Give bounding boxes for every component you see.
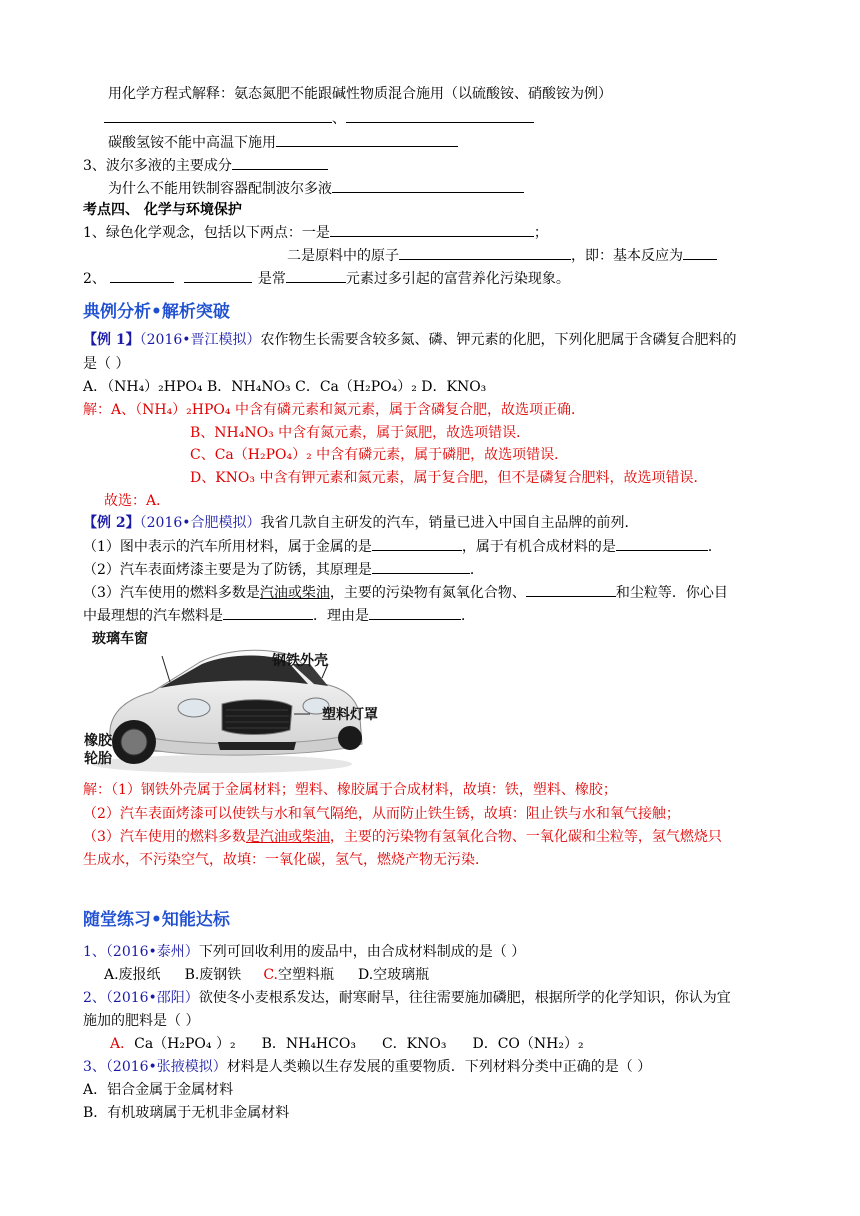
question-text: ，属于有机合成材料的是 (461, 539, 616, 555)
question-text: ．理由是 (313, 608, 369, 624)
answer-blank[interactable] (332, 178, 524, 193)
example-2-sub1 (83, 536, 722, 557)
option-c-letter: C. (263, 967, 278, 983)
question-source: （2016•邵阳） (105, 990, 199, 1006)
option-a: A.废报纸 (104, 967, 161, 983)
text-line (287, 245, 717, 266)
question-text: （3）汽车使用的燃料多数是 (83, 585, 260, 601)
practice-1-options (104, 965, 429, 985)
underlined-text: 汽油或柴油 (259, 585, 330, 601)
option-d: D.空玻璃瓶 (357, 967, 430, 983)
label-glass-window: 玻璃车窗 (92, 631, 148, 647)
question-text: 欲使冬小麦根系发达，耐寒耐旱，往往需要施加磷肥，根据所学的化学知识，你认为宜 (198, 990, 731, 1006)
answer-blank[interactable] (330, 222, 534, 237)
example-source: （2016•晋江模拟） (139, 332, 261, 348)
question-text: ，即：基本反应为 (571, 248, 683, 264)
example-2-sub4 (83, 605, 475, 626)
question-text: ，主要的污染物有氮氧化合物、 (329, 585, 526, 601)
practice-3-option-a: A．铝合金属于金属材料 (83, 1082, 234, 1098)
example-2-question (83, 513, 639, 533)
answer-blank[interactable] (104, 108, 332, 123)
practice-3-question (83, 1057, 651, 1077)
underlined-text: 是汽油或柴油 (245, 829, 330, 845)
answer-blank[interactable] (232, 155, 328, 170)
answer-blank[interactable] (286, 268, 346, 283)
answer-blank[interactable] (526, 582, 616, 597)
practice-2-question-cont: 施加的肥料是（ ） (83, 1013, 200, 1029)
option-c: 空塑料瓶 (277, 967, 334, 983)
example-2-answer-1: 解：（1）钢铁外壳属于金属材料；塑料、橡胶属于合成材料，故填：铁，塑料、橡胶； (83, 782, 617, 798)
question-text: 是常 (257, 271, 286, 287)
answer-blank[interactable] (276, 132, 458, 147)
label-plastic-lamp: 塑料灯罩 (322, 707, 378, 723)
answer-text: （3）汽车使用的燃料多数 (83, 829, 246, 845)
example-1-answer-a: 解：A、（NH₄）₂HPO₄ 中含有磷元素和氮元素，属于含磷复合肥，故选项正确． (83, 402, 585, 418)
option-a: Ca（H₂PO₄ ）₂ (134, 1036, 236, 1052)
answer-blank[interactable] (110, 268, 174, 283)
example-1-answer-d: D、KNO₃ 中含有钾元素和氮元素，属于复合肥，但不是磷复合肥料，故选项错误． (190, 470, 708, 486)
answer-blank[interactable] (683, 245, 717, 260)
example-2-answer-3 (83, 827, 722, 847)
question-text: 和尘粒等．你心目 (615, 585, 728, 601)
question-text: （2）汽车表面烤漆主要是为了防锈，其原理是 (83, 562, 372, 578)
option-b: B.废钢铁 (184, 967, 242, 983)
example-2-answer-2: （2）汽车表面烤漆可以使铁与水和氧气隔绝，从而防止铁生锈，故填：阻止铁与水和氧气接触； (83, 806, 680, 822)
question-number: 3、 (83, 1059, 106, 1075)
label-steel-shell: 钢铁外壳 (272, 653, 328, 669)
example-1-question-cont: 是（ ） (83, 356, 130, 372)
question-text: 材料是人类赖以生存发展的重要物质．下列材料分类中正确的是（ ） (226, 1059, 652, 1075)
text-line (108, 178, 524, 199)
label-rubber: 橡胶 (84, 733, 112, 749)
text-line (83, 222, 548, 243)
option-b: B．NH₄HCO₃ (261, 1036, 356, 1052)
punctuation: ； (533, 225, 548, 241)
separator: 、 (332, 111, 346, 127)
answer-blank[interactable] (223, 605, 313, 620)
question-number: 2、 (83, 990, 106, 1006)
practice-2-options (110, 1034, 584, 1054)
section-title-examples: 典例分析•解析突破 (83, 302, 230, 322)
example-2-answer-4: 生成水，不污染空气，故填：一氧化碳，氢气，燃烧产物无污染． (83, 852, 489, 868)
question-text: 农作物生长需要含较多氮、磷、钾元素的化肥，下列化肥属于含磷复合肥料的 (260, 332, 737, 348)
example-tag: 【例 2】 (83, 515, 140, 531)
question-text: 1、绿色化学观念，包括以下两点：一是 (83, 225, 330, 241)
label-tire: 轮胎 (84, 751, 112, 767)
answer-text: ，主要的污染物有氢氧化合物、一氧化碳和尘粒等，氢气燃烧只 (329, 829, 722, 845)
option-c: C．KNO₃ (381, 1036, 447, 1052)
option-d: D．CO（NH₂）₂ (472, 1036, 584, 1052)
example-1-options: A．（NH₄）₂HPO₄ B．NH₄NO₃ C．Ca（H₂PO₄）₂ D．KNO₃ (83, 379, 487, 395)
question-number: 1、 (83, 944, 106, 960)
practice-2-question (83, 988, 731, 1008)
question-text: 碳酸氢铵不能中高温下施用 (108, 135, 276, 151)
text-line: 用化学方程式解释：氨态氮肥不能跟碱性物质混合施用（以硫酸铵、硝酸铵为例） (108, 86, 612, 102)
punctuation: ． (461, 608, 475, 624)
example-tag: 【例 1】 (83, 332, 140, 348)
question-text: 二是原料中的原子 (287, 248, 399, 264)
example-1-question (83, 330, 737, 350)
answer-blank[interactable] (184, 268, 252, 283)
answer-blank[interactable] (399, 245, 571, 260)
answer-blank[interactable] (369, 605, 461, 620)
blank-line-row (104, 108, 534, 129)
question-text: 下列可回收利用的废品中，由合成材料制成的是（ ） (198, 944, 526, 960)
answer-blank[interactable] (372, 536, 462, 551)
car-drawing (82, 626, 388, 774)
question-text: 中最理想的汽车燃料是 (83, 608, 223, 624)
question-source: （2016•泰州） (105, 944, 199, 960)
question-text: 2、 (83, 271, 106, 287)
answer-blank[interactable] (372, 559, 470, 574)
text-line (108, 132, 458, 153)
option-a-letter: A． (110, 1036, 135, 1052)
text-line (83, 155, 328, 176)
example-1-answer-b: B、NH₄NO₃ 中含有氮元素，属于氮肥，故选项错误． (190, 425, 531, 441)
question-text: 3、波尔多液的主要成分 (83, 158, 232, 174)
section-title-practice: 随堂练习•知能达标 (83, 910, 230, 930)
example-2-sub2 (83, 559, 484, 580)
example-1-answer-c: C、Ca（H₂PO₄）₂ 中含有磷元素，属于磷肥，故选项错误． (190, 447, 569, 463)
punctuation: ． (707, 539, 722, 555)
question-source: （2016•张掖模拟） (105, 1059, 227, 1075)
text-line (83, 268, 570, 289)
answer-blank[interactable] (616, 536, 708, 551)
punctuation: ． (469, 562, 484, 578)
practice-3-option-b: B．有机玻璃属于无机非金属材料 (83, 1105, 290, 1121)
example-source: （2016•合肥模拟） (139, 515, 261, 531)
question-text: （1）图中表示的汽车所用材料，属于金属的是 (83, 539, 372, 555)
question-text: 元素过多引起的富营养化污染现象。 (345, 271, 570, 287)
answer-blank[interactable] (346, 108, 534, 123)
question-text: 我省几款自主研发的汽车，销量已进入中国自主品牌的前列． (260, 515, 639, 531)
kaodian-heading: 考点四、 化学与环境保护 (83, 202, 242, 218)
example-2-sub3 (83, 582, 728, 603)
car-illustration (82, 626, 388, 774)
question-text: 为什么不能用铁制容器配制波尔多液 (108, 181, 332, 197)
practice-1-question (83, 942, 525, 962)
example-1-answer-choice: 故选：A． (104, 493, 171, 509)
